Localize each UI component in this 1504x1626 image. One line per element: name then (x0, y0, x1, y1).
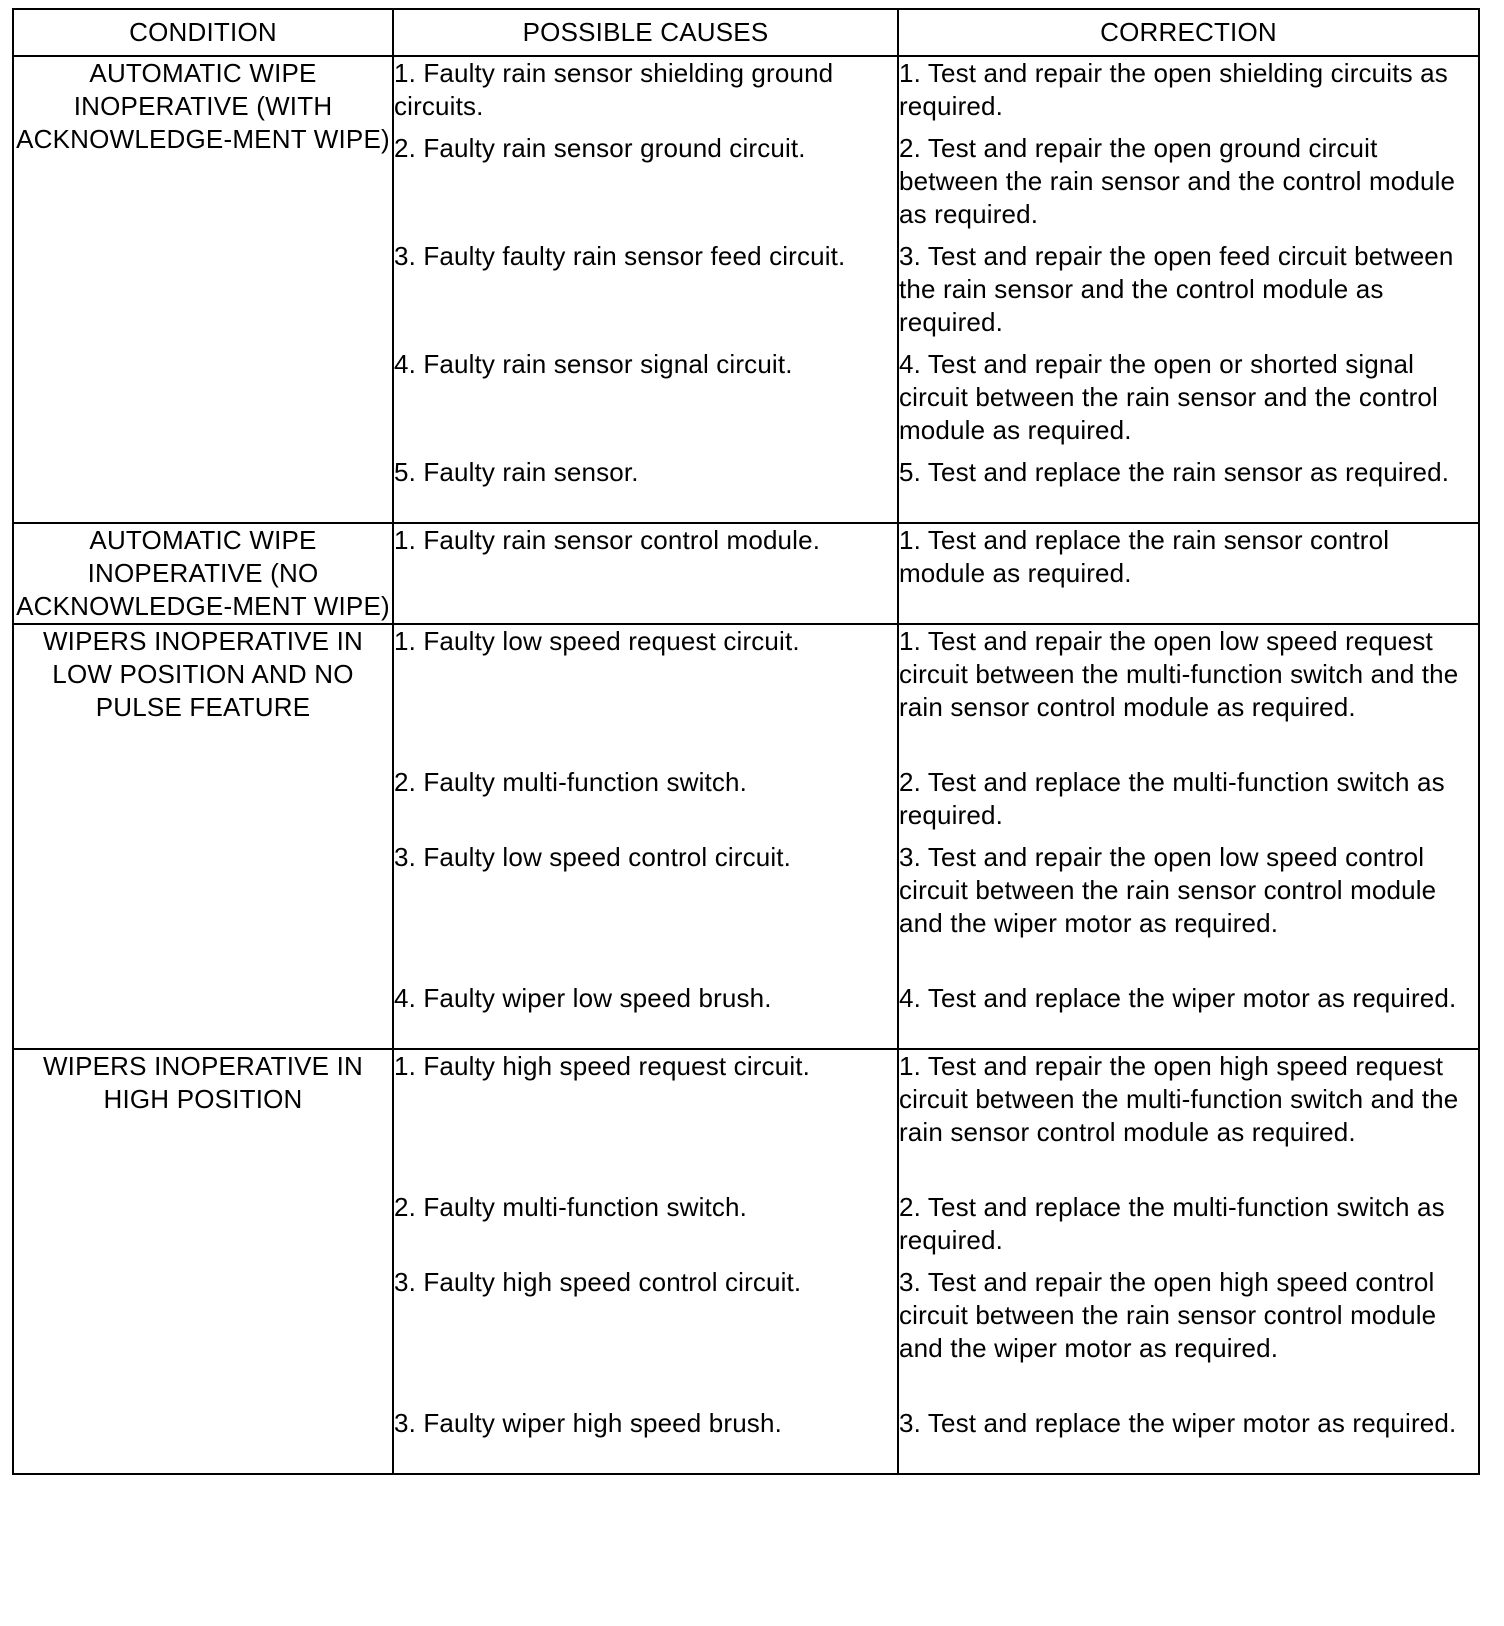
corrections-cell (898, 624, 1479, 1049)
cause-item: 4. Faulty rain sensor signal circuit. (394, 349, 793, 379)
cause-item: 1. Faulty low speed request circuit. (394, 626, 800, 656)
condition-cell: AUTOMATIC WIPE INOPERATIVE (WITH ACKNOWLEDGE-MENT WIPE) (13, 56, 393, 523)
condition-cell: AUTOMATIC WIPE INOPERATIVE (NO ACKNOWLEDGE-MENT WIPE) (13, 523, 393, 624)
correction-item: 1. Test and repair the open high speed request circuit between the multi-function switch and the rain sensor control module as required. (899, 1051, 1459, 1147)
causes-cell (393, 1049, 898, 1474)
condition-cell: WIPERS INOPERATIVE IN HIGH POSITION (13, 1049, 393, 1474)
table-row (13, 1049, 1479, 1474)
header-possible-causes: POSSIBLE CAUSES (393, 9, 898, 56)
cause-item: 5. Faulty rain sensor. (394, 457, 639, 487)
causes-cell (393, 523, 898, 624)
correction-item: 2. Test and repair the open ground circuit between the rain sensor and the control module as required. (899, 133, 1456, 229)
correction-item: 4. Test and replace the wiper motor as required. (899, 983, 1457, 1013)
cause-item: 2. Faulty rain sensor ground circuit. (394, 133, 806, 163)
cause-item: 1. Faulty rain sensor shielding ground circuits. (394, 58, 834, 121)
correction-item: 3. Test and repair the open feed circuit between the rain sensor and the control module as required. (899, 241, 1454, 337)
causes-cell (393, 56, 898, 523)
corrections-cell (898, 1049, 1479, 1474)
condition-cell: WIPERS INOPERATIVE IN LOW POSITION AND NO PULSE FEATURE (13, 624, 393, 1049)
header-correction: CORRECTION (898, 9, 1479, 56)
table-row (13, 56, 1479, 523)
table-row (13, 523, 1479, 624)
correction-item: 1. Test and repair the open low speed request circuit between the multi-function switch and the rain sensor control module as required. (899, 626, 1459, 722)
correction-item: 1. Test and replace the rain sensor control module as required. (899, 525, 1390, 588)
cause-item: 3. Faulty high speed control circuit. (394, 1267, 802, 1297)
cause-item: 4. Faulty wiper low speed brush. (394, 983, 772, 1013)
correction-item: 3. Test and replace the wiper motor as required. (899, 1408, 1457, 1438)
corrections-cell (898, 523, 1479, 624)
correction-item: 1. Test and repair the open shielding circuits as required. (899, 58, 1448, 121)
cause-item: 3. Faulty low speed control circuit. (394, 842, 792, 872)
correction-item: 2. Test and replace the multi-function switch as required. (899, 1192, 1445, 1255)
causes-cell (393, 624, 898, 1049)
correction-item: 5. Test and replace the rain sensor as required. (899, 457, 1450, 487)
correction-item: 4. Test and repair the open or shorted signal circuit between the rain sensor and the control module as required. (899, 349, 1438, 445)
diagnosis-table (12, 8, 1480, 1475)
table-row (13, 624, 1479, 1049)
cause-item: 3. Faulty wiper high speed brush. (394, 1408, 782, 1438)
cause-item: 3. Faulty faulty rain sensor feed circuit. (394, 241, 846, 271)
header-condition: CONDITION (13, 9, 393, 56)
header-row (13, 9, 1479, 56)
corrections-cell (898, 56, 1479, 523)
correction-item: 3. Test and repair the open high speed control circuit between the rain sensor control module and the wiper motor as required. (899, 1267, 1437, 1363)
cause-item: 1. Faulty rain sensor control module. (394, 525, 821, 555)
cause-item: 2. Faulty multi-function switch. (394, 767, 748, 797)
cause-item: 2. Faulty multi-function switch. (394, 1192, 748, 1222)
correction-item: 2. Test and replace the multi-function switch as required. (899, 767, 1445, 830)
cause-item: 1. Faulty high speed request circuit. (394, 1051, 810, 1081)
correction-item: 3. Test and repair the open low speed control circuit between the rain sensor control module and the wiper motor as required. (899, 842, 1437, 938)
